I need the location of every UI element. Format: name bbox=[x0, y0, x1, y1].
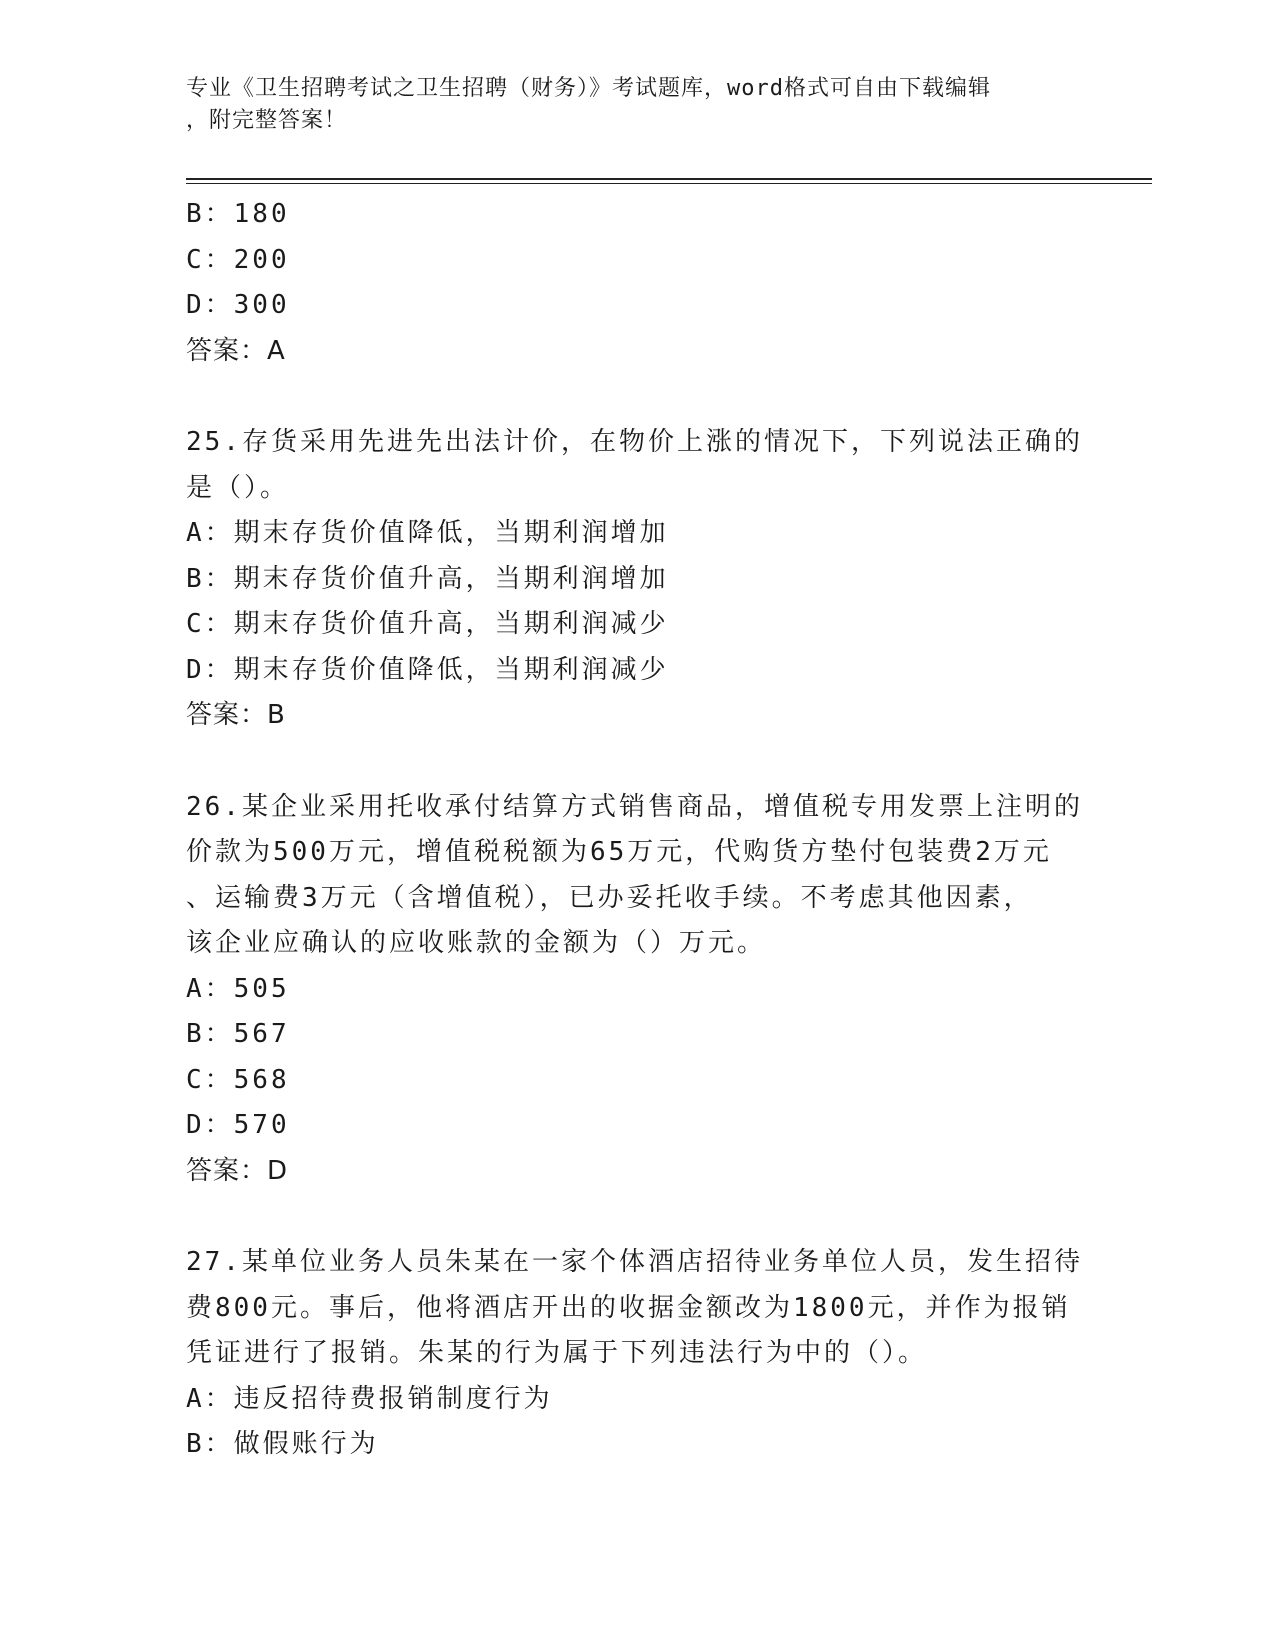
spacer bbox=[186, 739, 1086, 785]
option-line: B：期末存货价值升高，当期利润增加 bbox=[186, 563, 669, 594]
answer-line: 答案：A bbox=[186, 335, 286, 366]
question-text-line: 是（）。 bbox=[186, 472, 290, 503]
header-rule-thin bbox=[186, 183, 1152, 184]
header-line-1: 专业《卫生招聘考试之卫生招聘（财务）》考试题库，word格式可自由下载编辑 bbox=[186, 76, 991, 101]
spacer bbox=[186, 374, 1086, 420]
option-line: B：180 bbox=[186, 199, 290, 229]
option-line: B：做假账行为 bbox=[186, 1429, 379, 1459]
option-line: D：300 bbox=[186, 290, 290, 320]
option-line: D：570 bbox=[186, 1110, 290, 1140]
question-text-line: 价款为500万元，增值税税额为65万元，代购货方垫付包装费2万元 bbox=[186, 837, 1052, 867]
option-line: A：505 bbox=[186, 973, 290, 1004]
question-text-line: 27.某单位业务人员朱某在一家个体酒店招待业务单位人员，发生招待 bbox=[186, 1247, 1083, 1277]
option-line: A：期末存货价值降低，当期利润增加 bbox=[186, 518, 669, 548]
question-text-line: 26.某企业采用托收承付结算方式销售商品，增值税专用发票上注明的 bbox=[186, 791, 1083, 822]
question-text-line: 凭证进行了报销。朱某的行为属于下列违法行为中的（）。 bbox=[186, 1338, 928, 1368]
question-text-line: 、运输费3万元（含增值税），已办妥托收手续。不考虑其他因素， bbox=[186, 882, 1033, 913]
option-line: A：违反招待费报销制度行为 bbox=[186, 1383, 553, 1414]
question-text-line: 费800元。事后，他将酒店开出的收据金额改为1800元，并作为报销 bbox=[186, 1292, 1071, 1323]
answer-line: 答案：B bbox=[186, 700, 286, 730]
question-text-line: 该企业应确认的应收账款的金额为（）万元。 bbox=[186, 928, 767, 958]
option-line: D：期末存货价值降低，当期利润减少 bbox=[186, 654, 669, 685]
option-line: C：568 bbox=[186, 1064, 290, 1095]
document-header bbox=[186, 73, 1086, 137]
header-rule-thick bbox=[186, 178, 1152, 180]
spacer bbox=[186, 1194, 1086, 1240]
option-line: C：200 bbox=[186, 244, 290, 275]
option-line: C：期末存货价值升高，当期利润减少 bbox=[186, 609, 669, 639]
answer-line: 答案：D bbox=[186, 1155, 289, 1186]
question-text-line: 25.存货采用先进先出法计价，在物价上涨的情况下，下列说法正确的 bbox=[186, 427, 1083, 457]
header-line-2: ，附完整答案！ bbox=[186, 108, 348, 133]
question-content bbox=[186, 192, 1086, 1468]
option-line: B：567 bbox=[186, 1019, 290, 1049]
